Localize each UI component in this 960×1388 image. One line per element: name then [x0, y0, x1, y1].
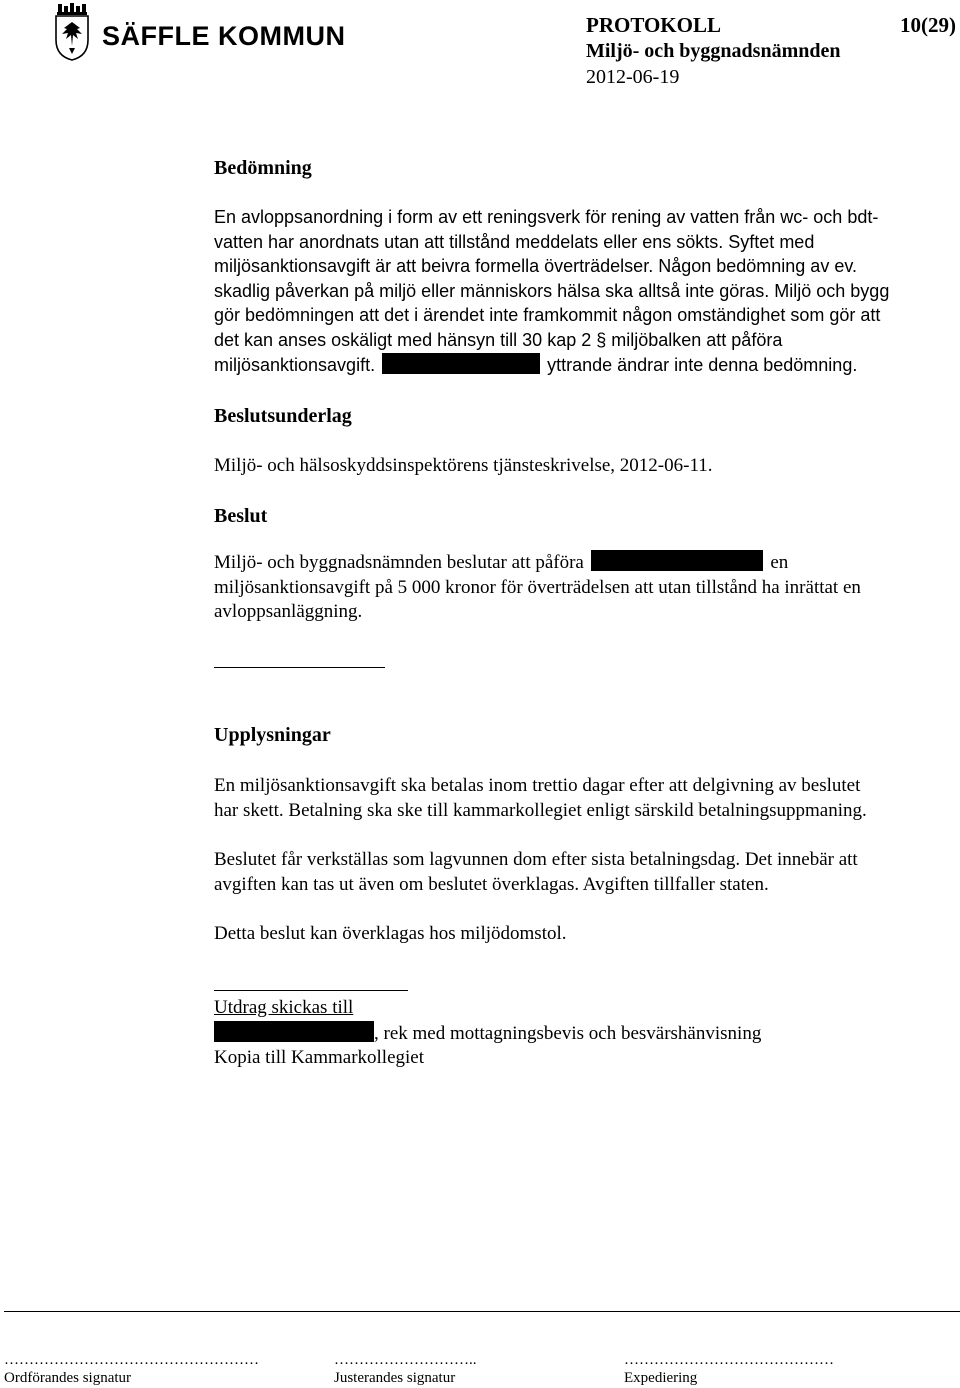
text-line: avloppsanläggning.	[214, 601, 363, 623]
text-line: vatten har anordnats utan att tillstånd meddelats eller ens sökts. Syftet med	[214, 231, 815, 252]
text-line	[214, 1021, 958, 1047]
committee-name: Miljö- och byggnadsnämnden	[586, 40, 841, 62]
decision-basis-text: Miljö- och hälsoskyddsinspektörens tjänsteskrivelse, 2012-06-11.	[214, 455, 713, 476]
redaction-block	[382, 353, 540, 374]
text-fragment: Miljö- och byggnadsnämnden beslutar att påföra	[214, 552, 584, 573]
text-line: Kopia till Kammarkollegiet	[214, 1047, 425, 1069]
adjuster-signature-label: Justerandes signatur	[334, 1370, 456, 1386]
section-heading-bedomning: Bedömning	[214, 157, 312, 179]
municipality-name: SÄFFLE KOMMUN	[102, 21, 346, 51]
text-line: En miljösanktionsavgift ska betalas inom trettio dagar efter att delgivning av beslutet	[214, 775, 861, 796]
text-line: Beslutet får verkställas som lagvunnen dom efter sista betalningsdag. Det innebär att	[214, 849, 858, 870]
info-paragraph-3: Detta beslut kan överklagas hos miljödomstol.	[214, 923, 567, 944]
text-line: skadlig påverkan på miljö eller människors hälsa ska alltså inte göras. Miljö och bygg	[214, 280, 890, 301]
redaction-block	[214, 1021, 374, 1042]
text-line	[214, 353, 958, 378]
separator-line	[214, 990, 408, 991]
text-line: avgiften kan tas ut även om beslutet överklagas. Avgiften tillfaller staten.	[214, 873, 769, 895]
assessment-paragraph	[214, 205, 958, 377]
distribution-list	[214, 996, 958, 1071]
text-line	[214, 996, 958, 1021]
meeting-date: 2012-06-19	[586, 66, 680, 88]
distribution-heading: Utdrag skickas till	[214, 997, 354, 1018]
dispatch-label: Expediering	[624, 1370, 698, 1386]
redaction-block	[591, 550, 763, 571]
text-line: miljösanktionsavgift är att beivra formella överträdelser. Någon bedömning av ev.	[214, 256, 857, 277]
section-heading-beslutsunderlag: Beslutsunderlag	[214, 405, 352, 427]
text-line: gör bedömningen att det i ärendet inte framkommit någon omständighet som gör att	[214, 305, 881, 326]
info-paragraph-2	[214, 848, 958, 897]
text-fragment: yttrande ändrar inte denna bedömning.	[547, 354, 858, 375]
decision-paragraph	[214, 550, 958, 625]
text-fragment: en	[770, 552, 789, 573]
signature-line-adjuster: ………………………..	[334, 1352, 477, 1368]
page-number: 10(29)	[900, 13, 956, 37]
section-heading-beslut: Beslut	[214, 505, 268, 527]
text-line: har skett. Betalning ska ske till kammarkollegiet enligt särskild betalningsuppmaning.	[214, 799, 867, 821]
footer-rule	[4, 1311, 960, 1312]
signature-line-dispatch: ……………………………………	[624, 1352, 834, 1368]
text-line: En avloppsanordning i form av ett reningsverk för rening av vatten från wc- och bdt-	[214, 207, 879, 227]
separator-line	[214, 667, 385, 668]
signature-line-chair: ……………………………………………	[4, 1352, 259, 1368]
text-fragment: , rek med mottagningsbevis och besvärshänvisning	[374, 1022, 762, 1044]
text-line: det kan anses oskäligt med hänsyn till 30 kap 2 § miljöbalken att påföra	[214, 329, 783, 350]
document-type: PROTOKOLL	[586, 13, 721, 37]
text-fragment: miljösanktionsavgift.	[214, 354, 376, 375]
chair-signature-label: Ordförandes signatur	[4, 1370, 132, 1386]
text-line: miljösanktionsavgift på 5 000 kronor för överträdelsen att utan tillstånd ha inrättat en	[214, 576, 861, 598]
coat-of-arms-logo	[52, 2, 92, 62]
text-line	[214, 550, 958, 576]
section-heading-upplysningar: Upplysningar	[214, 724, 331, 746]
info-paragraph-1	[214, 774, 958, 823]
